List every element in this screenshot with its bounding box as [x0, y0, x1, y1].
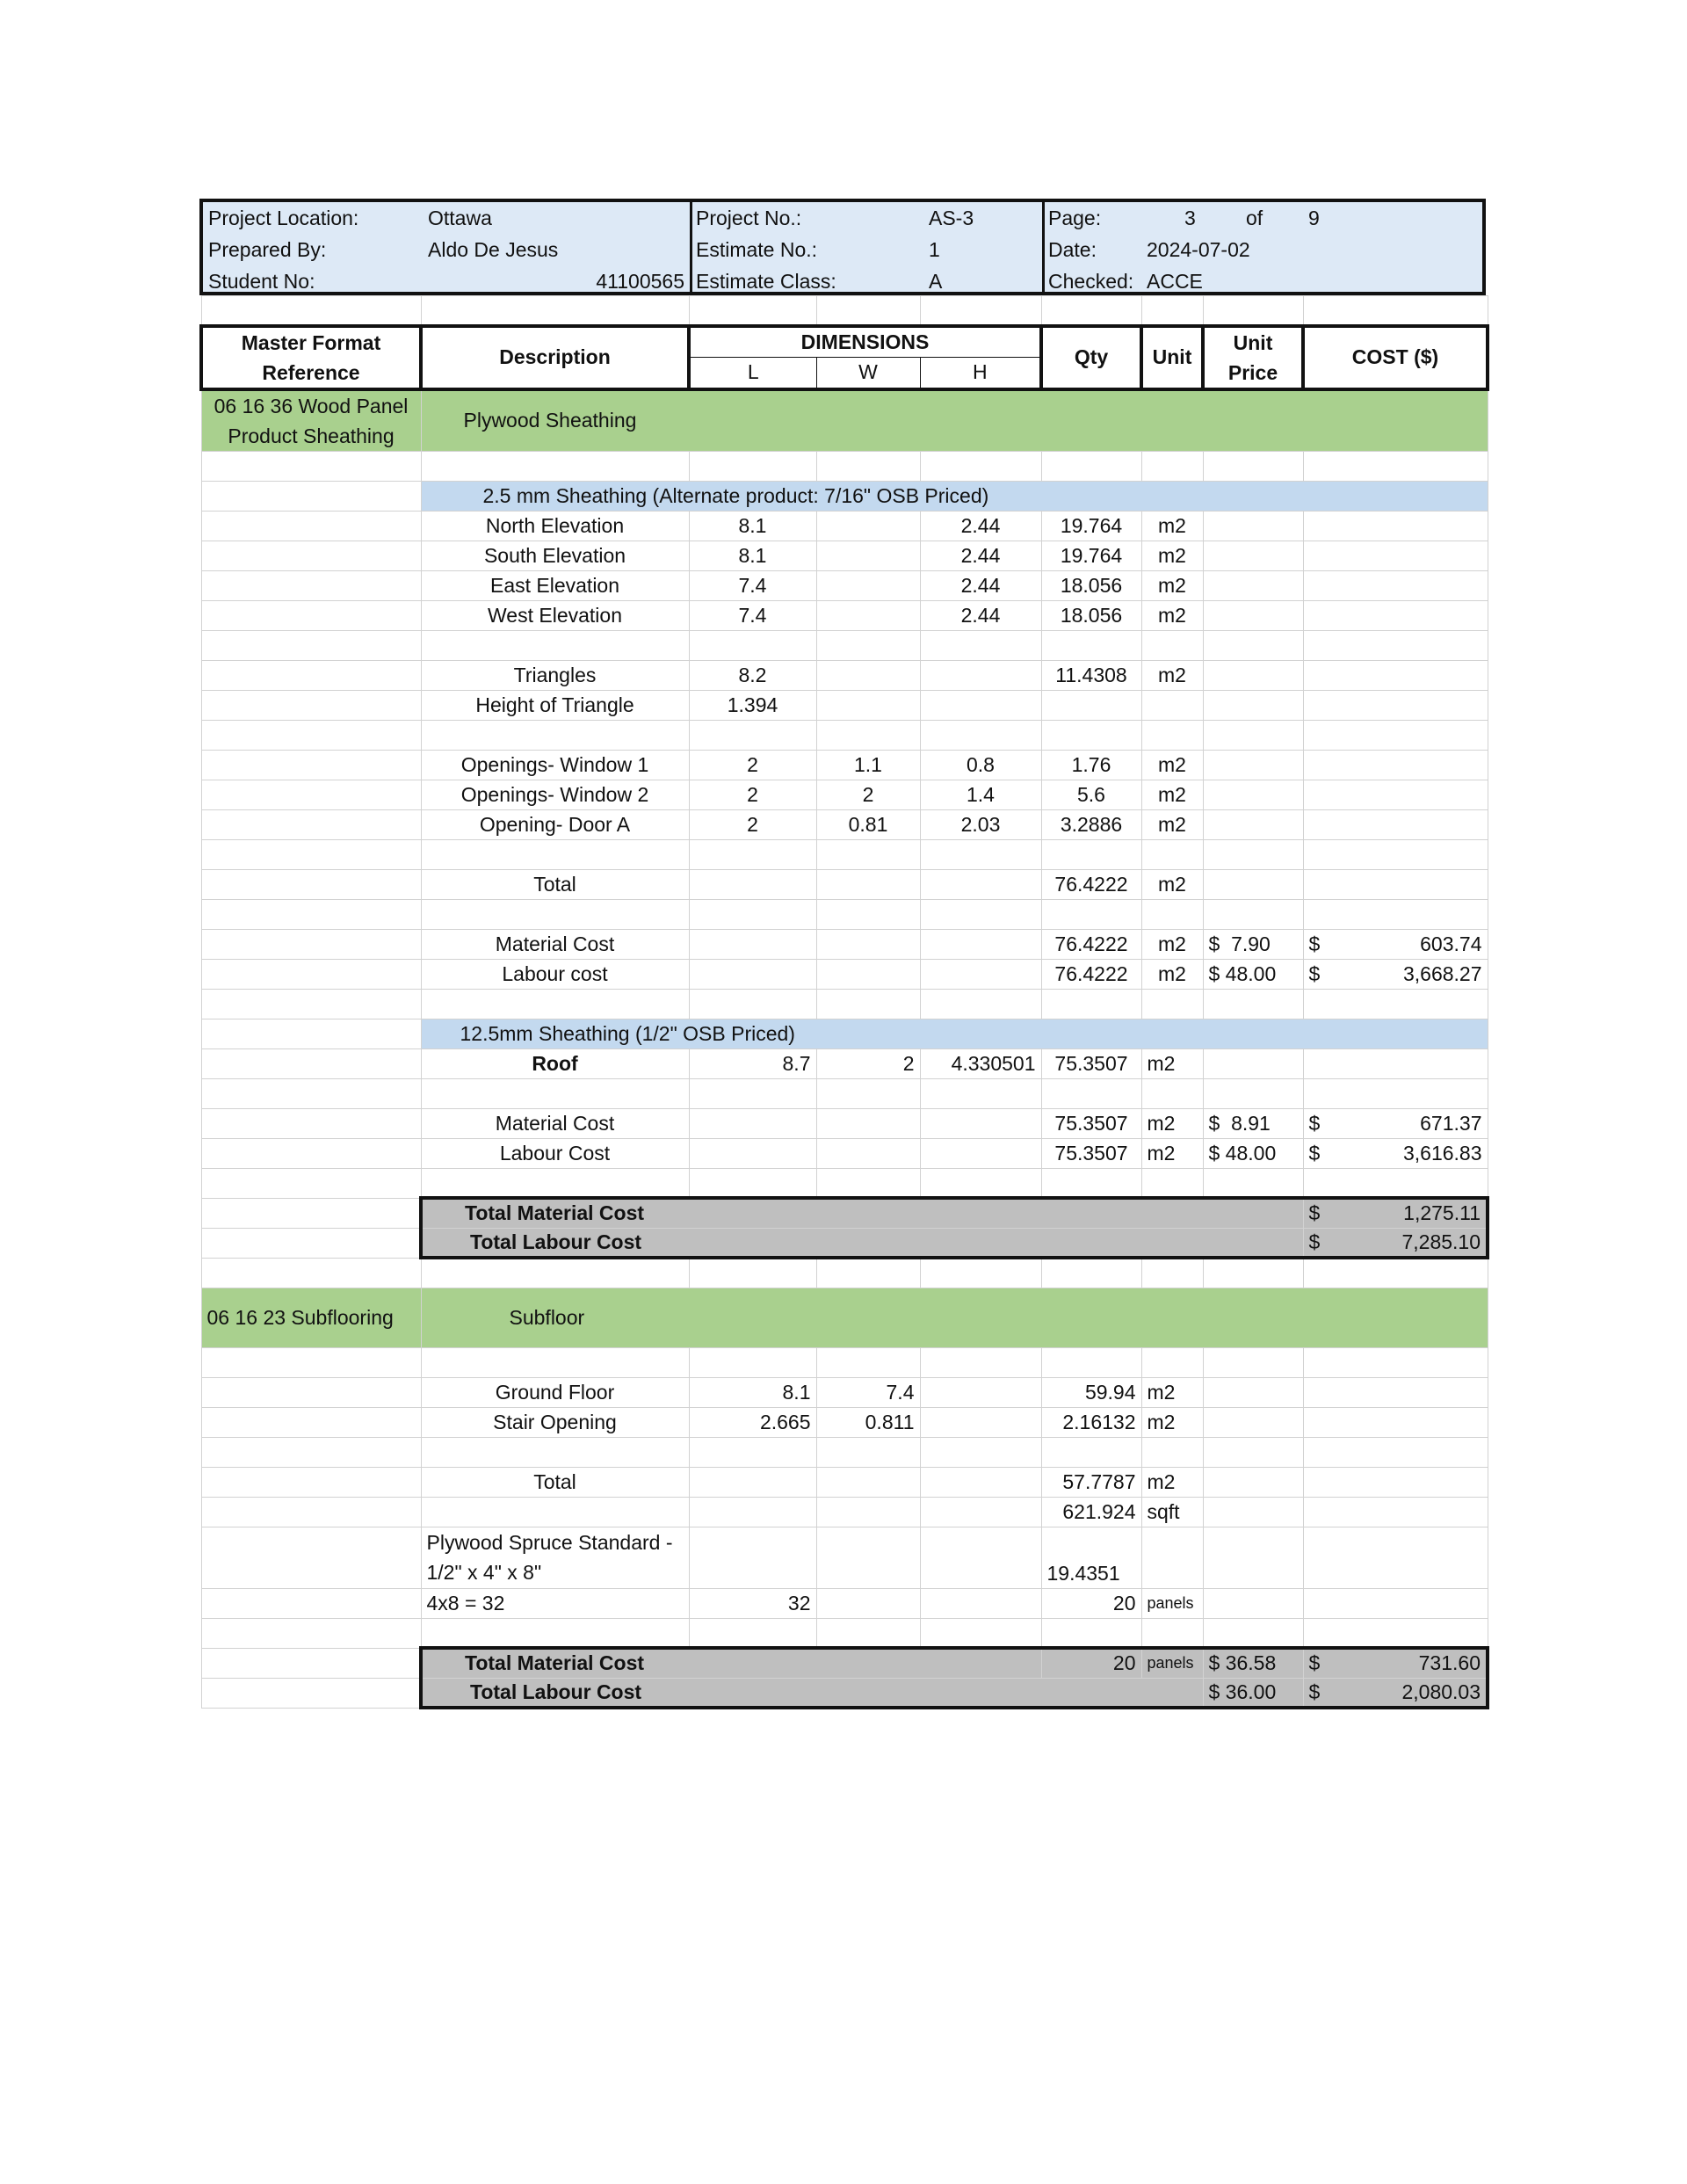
page-total: 9 [1308, 207, 1320, 229]
date-value: 2024-07-02 [1147, 238, 1250, 261]
table-row [201, 1048, 1488, 1078]
table-row [201, 600, 1488, 630]
row-description: Ground Floor [421, 1377, 689, 1407]
row-h: 2.44 [920, 511, 1041, 541]
row-l: 1.394 [689, 690, 816, 720]
row-cost: 603.74 [1420, 932, 1482, 955]
row-unit: m2 [1141, 541, 1203, 570]
table-row [201, 750, 1488, 780]
row-h: 2.44 [920, 600, 1041, 630]
row-unit: m2 [1141, 1108, 1203, 1138]
row-unit: m2 [1141, 1048, 1203, 1078]
table-row [201, 1108, 1488, 1138]
row-l: 8.7 [689, 1048, 816, 1078]
row-h: 2.44 [920, 570, 1041, 600]
row-unit: m2 [1141, 1407, 1203, 1437]
table-row [201, 511, 1488, 541]
total-row [201, 1228, 1488, 1258]
row-unit: m2 [1141, 600, 1203, 630]
row-qty: 76.4222 [1041, 929, 1141, 959]
row-description: Stair Opening [421, 1407, 689, 1437]
table-row [201, 780, 1488, 809]
table-row [201, 690, 1488, 720]
row-description: North Elevation [421, 511, 689, 541]
col-reference: Reference [262, 360, 360, 384]
total-unit-price: $ 36.00 [1203, 1678, 1303, 1708]
row-qty: 19.764 [1041, 511, 1141, 541]
row-h: 2.44 [920, 541, 1041, 570]
total-material-label: Total Material Cost [421, 1648, 1041, 1678]
row-unit: m2 [1141, 929, 1203, 959]
table-row [201, 1527, 1488, 1588]
table-row [201, 660, 1488, 690]
col-w: W [816, 358, 920, 389]
section-ref-line1: 06 16 36 Wood Panel [214, 394, 409, 417]
estimate-table [199, 295, 1489, 1709]
row-l: 8.1 [689, 541, 816, 570]
row-unit: panels [1141, 1588, 1203, 1618]
estimate-sheet [199, 199, 1486, 1709]
table-row [201, 1497, 1488, 1527]
total-unit-price: $ 36.58 [1203, 1648, 1303, 1678]
section-row [201, 389, 1488, 452]
estimate-class-label: Estimate Class: [696, 270, 836, 293]
subsection-row [201, 481, 1488, 511]
page-of-label: of [1246, 207, 1263, 229]
total-qty: 20 [1041, 1648, 1141, 1678]
row-w: 0.81 [816, 809, 920, 839]
row-unit: m2 [1141, 1467, 1203, 1497]
checked-value: ACCE [1147, 270, 1203, 293]
col-unit-price-2: Price [1227, 360, 1278, 384]
project-header [199, 199, 1486, 295]
section-title: Plywood Sheathing [421, 389, 1488, 452]
section-row [201, 1288, 1488, 1347]
row-qty: 18.056 [1041, 570, 1141, 600]
row-unit-price: $ 48.00 [1203, 1138, 1303, 1168]
project-no-value: AS-3 [929, 207, 974, 229]
total-labour-cost: 2,080.03 [1401, 1680, 1481, 1703]
checked-label: Checked: [1048, 270, 1134, 293]
total-material-cost: 1,275.11 [1403, 1201, 1481, 1225]
total-material-label: Total Material Cost [421, 1198, 1303, 1228]
row-l: 8.1 [689, 511, 816, 541]
row-qty: 19.4351 [1041, 1527, 1141, 1588]
section-ref-line2: Product Sheathing [228, 424, 395, 447]
currency-symbol: $ [1308, 1680, 1321, 1703]
total-labour-label: Total Labour Cost [421, 1678, 1203, 1708]
table-row [201, 959, 1488, 989]
col-h: H [920, 358, 1041, 389]
col-unit: Unit [1141, 326, 1203, 389]
row-h: 4.330501 [920, 1048, 1041, 1078]
page-label: Page: [1048, 207, 1102, 229]
row-description: Material Cost [421, 1108, 689, 1138]
col-qty: Qty [1041, 326, 1141, 389]
row-qty: 621.924 [1041, 1497, 1141, 1527]
plywood-desc-line2: 1/2" x 4" x 8" [426, 1561, 542, 1584]
subsection-title: 12.5mm Sheathing (1/2" OSB Priced) [421, 1019, 1488, 1048]
row-qty: 75.3507 [1041, 1048, 1141, 1078]
project-no-label: Project No.: [696, 207, 802, 229]
row-l: 2 [689, 809, 816, 839]
row-description: Total [421, 869, 689, 899]
table-row [201, 869, 1488, 899]
currency-symbol: $ [1308, 1111, 1321, 1135]
student-no-label: Student No: [208, 270, 315, 293]
row-unit: sqft [1141, 1497, 1203, 1527]
table-row [201, 929, 1488, 959]
row-qty: 20 [1041, 1588, 1141, 1618]
row-qty: 57.7787 [1041, 1467, 1141, 1497]
subsection-row [201, 1019, 1488, 1048]
row-w: 2 [816, 780, 920, 809]
table-row [201, 1407, 1488, 1437]
row-unit: m2 [1141, 869, 1203, 899]
col-l: L [689, 358, 816, 389]
row-h: 0.8 [920, 750, 1041, 780]
row-description: Openings- Window 1 [421, 750, 689, 780]
col-unit-price-1: Unit [1233, 330, 1273, 354]
table-row [201, 541, 1488, 570]
total-unit: panels [1141, 1648, 1203, 1678]
row-unit: m2 [1141, 959, 1203, 989]
total-row [201, 1678, 1488, 1708]
total-row [201, 1648, 1488, 1678]
row-cost: 3,668.27 [1402, 961, 1482, 985]
row-unit-price: $ 7.90 [1203, 929, 1303, 959]
row-h: 1.4 [920, 780, 1041, 809]
estimate-class-value: A [929, 270, 943, 293]
row-description: Labour Cost [421, 1138, 689, 1168]
header-divider [1042, 202, 1045, 292]
table-row [201, 570, 1488, 600]
currency-symbol: $ [1308, 961, 1321, 985]
row-l: 2 [689, 780, 816, 809]
header-divider [690, 202, 692, 292]
row-qty: 75.3507 [1041, 1138, 1141, 1168]
row-qty: 76.4222 [1041, 959, 1141, 989]
total-labour-cost: 7,285.10 [1401, 1230, 1481, 1253]
row-l: 7.4 [689, 600, 816, 630]
row-qty: 18.056 [1041, 600, 1141, 630]
row-description: West Elevation [421, 600, 689, 630]
table-row [201, 809, 1488, 839]
row-w: 7.4 [816, 1377, 920, 1407]
col-cost: COST ($) [1303, 326, 1488, 389]
row-description: Triangles [421, 660, 689, 690]
row-qty: 76.4222 [1041, 869, 1141, 899]
currency-symbol: $ [1308, 932, 1321, 955]
row-qty: 19.764 [1041, 541, 1141, 570]
project-location-value: Ottawa [428, 207, 492, 229]
total-row [201, 1198, 1488, 1228]
column-header-row [201, 326, 1488, 358]
row-qty: 75.3507 [1041, 1108, 1141, 1138]
section-title: Subfloor [421, 1288, 1488, 1347]
row-description: East Elevation [421, 570, 689, 600]
row-qty: 2.16132 [1041, 1407, 1141, 1437]
row-description: South Elevation [421, 541, 689, 570]
col-master-format: Master Format [241, 330, 381, 354]
row-l: 32 [689, 1588, 816, 1618]
row-qty: 59.94 [1041, 1377, 1141, 1407]
page-number: 3 [1184, 207, 1196, 229]
prepared-by-label: Prepared By: [208, 238, 327, 261]
section-ref: 06 16 23 Subflooring [201, 1288, 421, 1347]
col-dimensions: DIMENSIONS [689, 326, 1041, 358]
currency-symbol: $ [1308, 1230, 1321, 1253]
table-row [201, 1467, 1488, 1497]
estimate-no-value: 1 [929, 238, 940, 261]
row-qty: 1.76 [1041, 750, 1141, 780]
row-unit: m2 [1141, 570, 1203, 600]
prepared-by-value: Aldo De Jesus [428, 238, 559, 261]
row-unit-price: $ 8.91 [1203, 1108, 1303, 1138]
row-description: Height of Triangle [421, 690, 689, 720]
row-unit: m2 [1141, 780, 1203, 809]
row-unit: m2 [1141, 660, 1203, 690]
currency-symbol: $ [1308, 1141, 1321, 1165]
row-description: Openings- Window 2 [421, 780, 689, 809]
row-w: 1.1 [816, 750, 920, 780]
row-cost: 671.37 [1420, 1111, 1482, 1135]
row-unit: m2 [1141, 511, 1203, 541]
row-unit: m2 [1141, 1377, 1203, 1407]
row-unit: m2 [1141, 1138, 1203, 1168]
total-labour-label: Total Labour Cost [421, 1228, 1303, 1258]
total-material-cost: 731.60 [1418, 1651, 1481, 1675]
row-description: Opening- Door A [421, 809, 689, 839]
row-description: 4x8 = 32 [421, 1588, 689, 1618]
row-unit-price: $ 48.00 [1203, 959, 1303, 989]
subsection-title: 2.5 mm Sheathing (Alternate product: 7/16" OSB Priced) [421, 481, 1488, 511]
row-l: 8.2 [689, 660, 816, 690]
row-qty: 5.6 [1041, 780, 1141, 809]
student-no-value: 41100565 [596, 270, 684, 293]
row-l: 2.665 [689, 1407, 816, 1437]
row-w: 0.811 [816, 1407, 920, 1437]
row-h: 2.03 [920, 809, 1041, 839]
row-unit: m2 [1141, 809, 1203, 839]
date-label: Date: [1048, 238, 1097, 261]
col-description: Description [421, 326, 689, 389]
currency-symbol: $ [1308, 1201, 1321, 1225]
currency-symbol: $ [1308, 1651, 1321, 1675]
row-unit: m2 [1141, 750, 1203, 780]
plywood-desc-line1: Plywood Spruce Standard - [426, 1531, 673, 1554]
row-qty: 11.4308 [1041, 660, 1141, 690]
row-description: Labour cost [421, 959, 689, 989]
table-row [201, 1138, 1488, 1168]
row-cost: 3,616.83 [1402, 1141, 1482, 1165]
row-description: Total [421, 1467, 689, 1497]
estimate-no-label: Estimate No.: [696, 238, 818, 261]
table-row [201, 1377, 1488, 1407]
project-location-label: Project Location: [208, 207, 359, 229]
row-l: 2 [689, 750, 816, 780]
row-qty: 3.2886 [1041, 809, 1141, 839]
row-w: 2 [816, 1048, 920, 1078]
row-description: Roof [421, 1048, 689, 1078]
row-description: Material Cost [421, 929, 689, 959]
row-l: 8.1 [689, 1377, 816, 1407]
row-l: 7.4 [689, 570, 816, 600]
table-row [201, 1588, 1488, 1618]
